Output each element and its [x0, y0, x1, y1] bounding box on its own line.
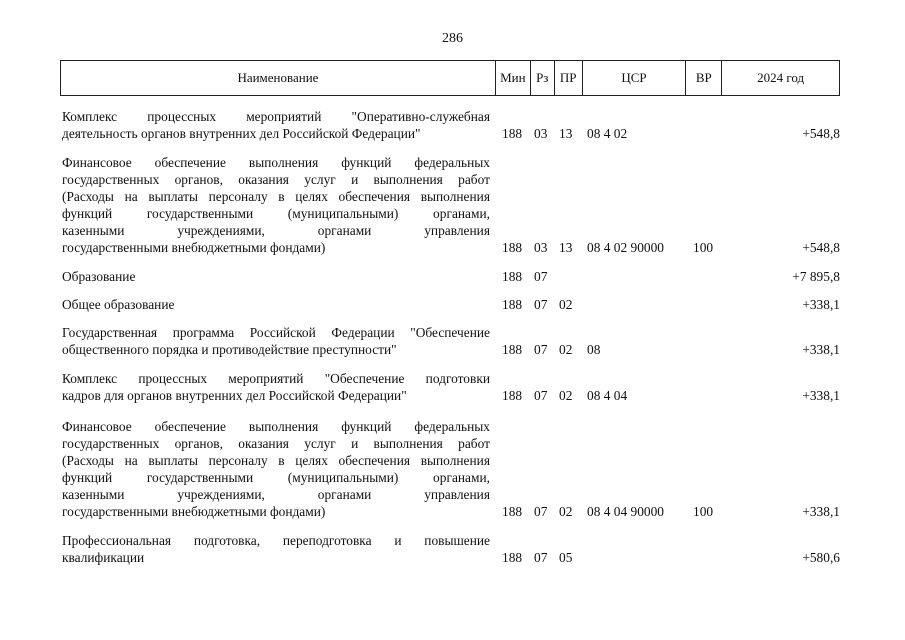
row-csr: 08 [587, 342, 601, 357]
header-pr: ПР [554, 61, 582, 95]
row-name [62, 418, 490, 520]
row-name [62, 108, 490, 142]
row-name-line: квалификации [62, 550, 145, 565]
row-csr: 08 4 04 [587, 388, 628, 403]
table-row [60, 532, 840, 566]
row-pr: 05 [559, 550, 573, 565]
table-row [60, 154, 840, 256]
row-min: 188 [502, 388, 523, 403]
row-sum: +338,1 [802, 297, 840, 312]
row-name-line: государственных органов, оказания услуг и выполнения работ [62, 172, 490, 187]
header-year: 2024 год [721, 61, 839, 95]
row-name-line: государственными внебюджетными фондами) [62, 504, 326, 519]
header-csr: ЦСР [582, 61, 686, 95]
table-row [60, 296, 840, 313]
row-name-line: (Расходы на выплаты персоналу в целях обеспечения выполнения [62, 189, 490, 204]
row-name-line: кадров для органов внутренних дел Российской Федерации" [62, 388, 407, 403]
row-csr: 08 4 04 90000 [587, 504, 664, 519]
row-csr: 08 4 02 [587, 126, 628, 141]
row-name-line: общественного порядка и противодействие преступности" [62, 342, 397, 357]
header-name: Наименование [237, 70, 319, 85]
header-rz: Рз [530, 61, 554, 95]
row-name-line: государственными внебюджетными фондами) [62, 240, 326, 255]
row-sum: +7 895,8 [792, 269, 840, 284]
row-pr: 13 [559, 240, 573, 255]
row-sum: +338,1 [802, 388, 840, 403]
table-row [60, 268, 840, 285]
row-sum: +338,1 [802, 342, 840, 357]
row-name-line: Образование [62, 269, 136, 284]
row-csr: 08 4 02 90000 [587, 240, 664, 255]
row-vr: 100 [693, 240, 714, 255]
row-min: 188 [502, 240, 523, 255]
row-min: 188 [502, 126, 523, 141]
row-name-line: казенными учреждениями, органами управления [62, 223, 490, 238]
row-sum: +338,1 [802, 504, 840, 519]
row-min: 188 [502, 550, 523, 565]
row-name-line: функций государственными (муниципальными) органами, [62, 470, 490, 485]
row-name-line: Профессиональная подготовка, переподготовка и повышение [62, 533, 490, 548]
row-name-line: Общее образование [62, 297, 175, 312]
row-pr: 02 [559, 342, 573, 357]
table-header [60, 60, 840, 96]
row-name-line: (Расходы на выплаты персоналу в целях обеспечения выполнения [62, 453, 490, 468]
row-rz: 07 [534, 504, 548, 519]
row-name-line: Финансовое обеспечение выполнения функций федеральных [62, 155, 490, 170]
page-number: 286 [442, 31, 463, 46]
row-name [62, 296, 490, 313]
row-rz: 07 [534, 550, 548, 565]
row-min: 188 [502, 342, 523, 357]
table-row [60, 108, 840, 142]
row-rz: 07 [534, 269, 548, 284]
row-name-line: казенными учреждениями, органами управления [62, 487, 490, 502]
row-sum: +580,6 [802, 550, 840, 565]
row-name [62, 532, 490, 566]
row-rz: 03 [534, 126, 548, 141]
row-sum: +548,8 [802, 240, 840, 255]
row-name [62, 370, 490, 404]
row-min: 188 [502, 504, 523, 519]
row-name [62, 268, 490, 285]
row-name-line: деятельность органов внутренних дел Российской Федерации" [62, 126, 421, 141]
row-rz: 07 [534, 388, 548, 403]
row-sum: +548,8 [802, 126, 840, 141]
row-name-line: Финансовое обеспечение выполнения функций федеральных [62, 419, 490, 434]
row-pr: 02 [559, 388, 573, 403]
row-min: 188 [502, 297, 523, 312]
row-name-line: Государственная программа Российской Федерации "Обеспечение [62, 325, 490, 340]
table-row [60, 324, 840, 358]
row-name [62, 324, 490, 358]
row-vr: 100 [693, 504, 714, 519]
table-row [60, 370, 840, 404]
table-row [60, 418, 840, 520]
row-name [62, 154, 490, 256]
row-pr: 13 [559, 126, 573, 141]
row-pr: 02 [559, 504, 573, 519]
header-min: Мин [495, 61, 530, 95]
row-name-line: Комплекс процессных мероприятий "Оперативно-служебная [62, 109, 490, 124]
header-vr: ВР [685, 61, 721, 95]
row-name-line: Комплекс процессных мероприятий "Обеспечение подготовки [62, 371, 490, 386]
row-name-line: государственных органов, оказания услуг и выполнения работ [62, 436, 490, 451]
row-rz: 03 [534, 240, 548, 255]
row-pr: 02 [559, 297, 573, 312]
row-rz: 07 [534, 297, 548, 312]
row-rz: 07 [534, 342, 548, 357]
row-min: 188 [502, 269, 523, 284]
row-name-line: функций государственными (муниципальными) органами, [62, 206, 490, 221]
